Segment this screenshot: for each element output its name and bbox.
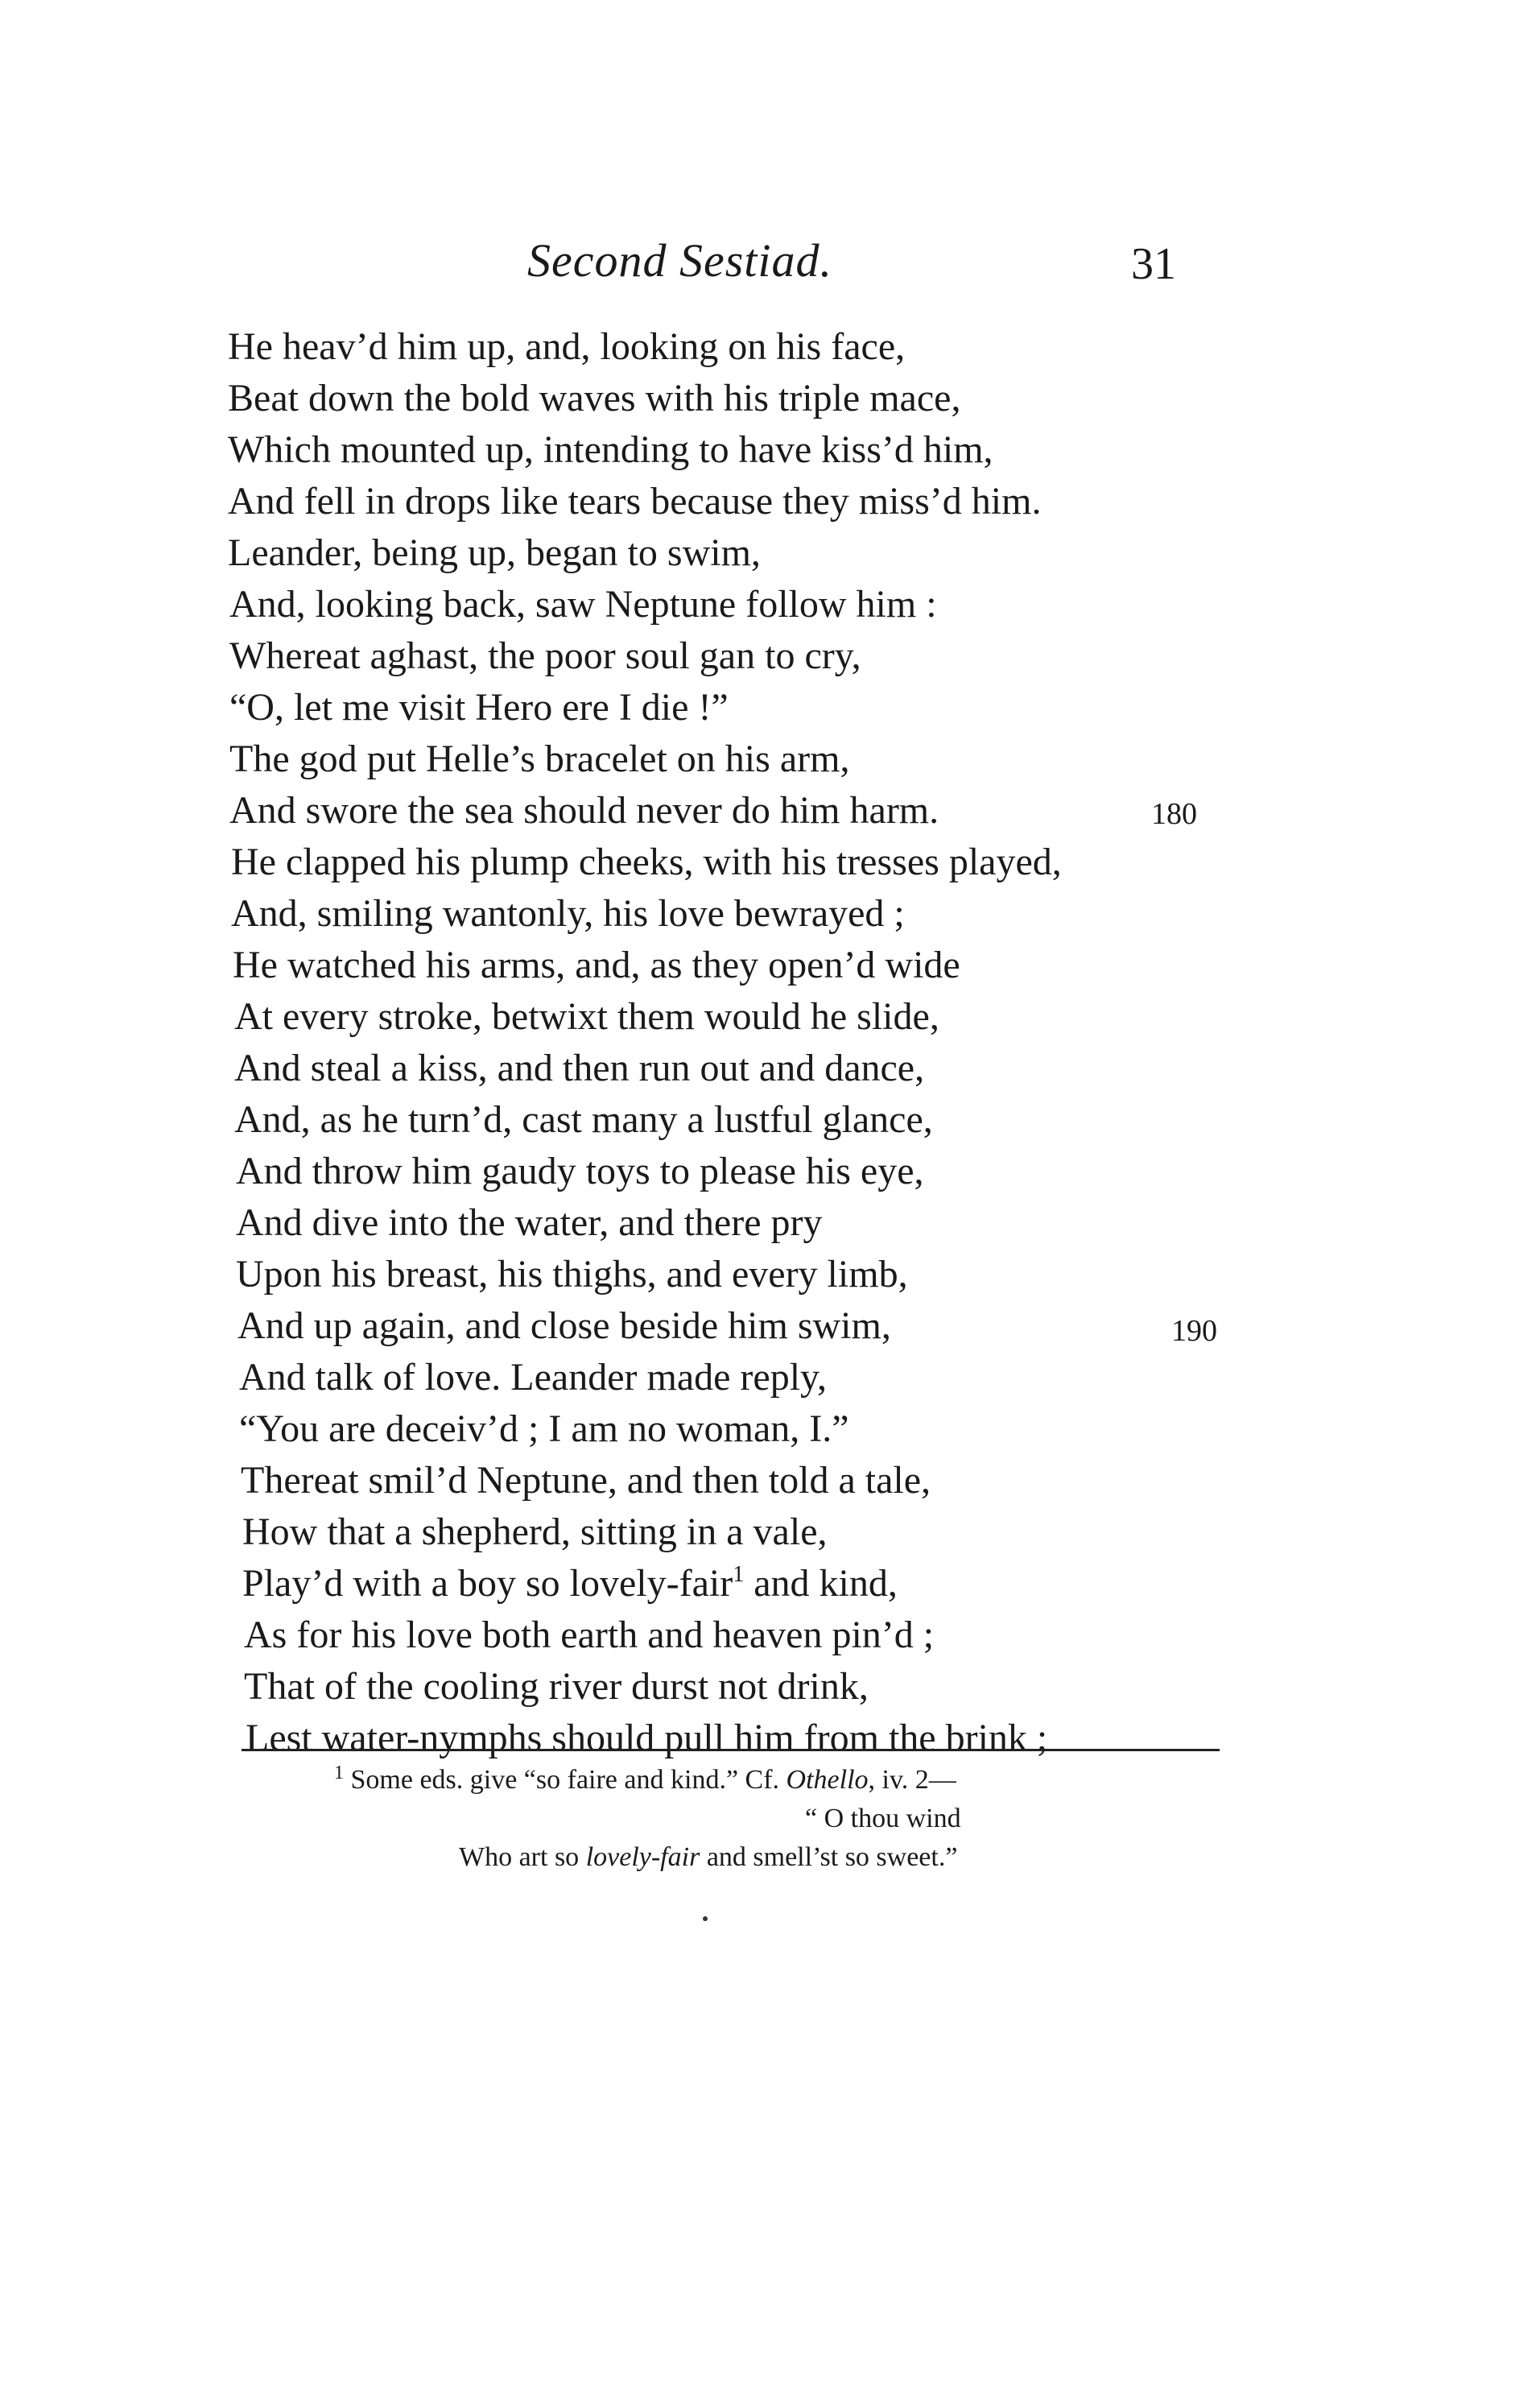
verse-line-9: The god put Helle’s bracelet on his arm, (229, 738, 850, 780)
verse-line-4: And fell in drops like tears because they miss’d him. (228, 480, 1042, 523)
verse-line-12: And, smiling wantonly, his love bewrayed ; (231, 892, 905, 935)
footnote-work-title: Othello (786, 1765, 869, 1795)
verse-line-1: He heav’d him up, and, looking on his face, (228, 325, 906, 368)
footnote-reference: 1 (733, 1562, 745, 1587)
verse-line-10: And swore the sea should never do him harm. (229, 789, 939, 832)
footnote-quote-a: Who art so (459, 1842, 586, 1872)
verse-line-25-rest: and kind, (744, 1562, 898, 1605)
footnote-divider (242, 1749, 1220, 1751)
footnote-mark: 1 (334, 1763, 344, 1783)
verse-line-7: Whereat aghast, the poor soul gan to cry, (229, 634, 861, 677)
footnote-quote-em: lovely-fair (585, 1842, 700, 1872)
verse-line-15: And steal a kiss, and then run out and dance, (234, 1047, 925, 1089)
verse-line-14: At every stroke, betwixt them would he slide, (234, 995, 939, 1038)
footnote-line-2: “ O thou wind (805, 1804, 961, 1833)
verse-line-17: And throw him gaudy toys to please his eye, (236, 1150, 924, 1192)
verse-line-8: “O, let me visit Hero ere I die !” (229, 686, 729, 729)
verse-line-11: He clapped his plump cheeks, with his tresses played, (231, 841, 1062, 883)
verse-line-13: He watched his arms, and, as they open’d wide (233, 944, 960, 986)
line-number-180: 180 (1151, 797, 1197, 831)
verse-line-18: And dive into the water, and there pry (236, 1201, 823, 1244)
verse-line-19: Upon his breast, his thighs, and every limb, (236, 1253, 908, 1296)
footnote-text-b: , iv. 2— (868, 1765, 956, 1795)
verse-line-2: Beat down the bold waves with his triple mace, (228, 377, 961, 419)
verse-line-25 (242, 1559, 898, 1609)
verse-line-5: Leander, being up, began to swim, (228, 531, 761, 574)
verse-line-24: How that a shepherd, sitting in a vale, (242, 1510, 828, 1553)
page-number: 31 (1131, 239, 1176, 289)
page-title: Second Sestiad. (527, 234, 833, 287)
verse-line-25-text: Play’d with a boy so lovely-fair (242, 1562, 733, 1605)
verse-line-21: And talk of love. Leander made reply, (239, 1356, 827, 1399)
verse-line-26: As for his love both earth and heaven pin’d ; (244, 1614, 935, 1656)
line-number-190: 190 (1171, 1314, 1217, 1348)
verse-line-3: Which mounted up, intending to have kiss’d him, (228, 428, 993, 471)
verse-line-16: And, as he turn’d, cast many a lustful glance, (234, 1098, 933, 1141)
verse-line-28: Lest water-nymphs should pull him from the brink ; (246, 1717, 1048, 1759)
verse-line-27: That of the cooling river durst not drink, (244, 1665, 869, 1708)
printer-dot (703, 1916, 708, 1921)
verse-line-22: “You are deceiv’d ; I am no woman, I.” (239, 1407, 849, 1450)
verse-line-6: And, looking back, saw Neptune follow him : (229, 583, 937, 626)
footnote-line-1 (334, 1762, 956, 1799)
verse-line-23: Thereat smil’d Neptune, and then told a tale, (241, 1459, 931, 1502)
footnote-quote-b: and smell’st so sweet.” (700, 1842, 958, 1872)
verse-line-20: And up again, and close beside him swim, (237, 1304, 891, 1347)
footnote-line-3 (459, 1839, 957, 1876)
running-head (0, 233, 1540, 298)
footnote-text-a: Some eds. give “so faire and kind.” Cf. (344, 1765, 787, 1795)
